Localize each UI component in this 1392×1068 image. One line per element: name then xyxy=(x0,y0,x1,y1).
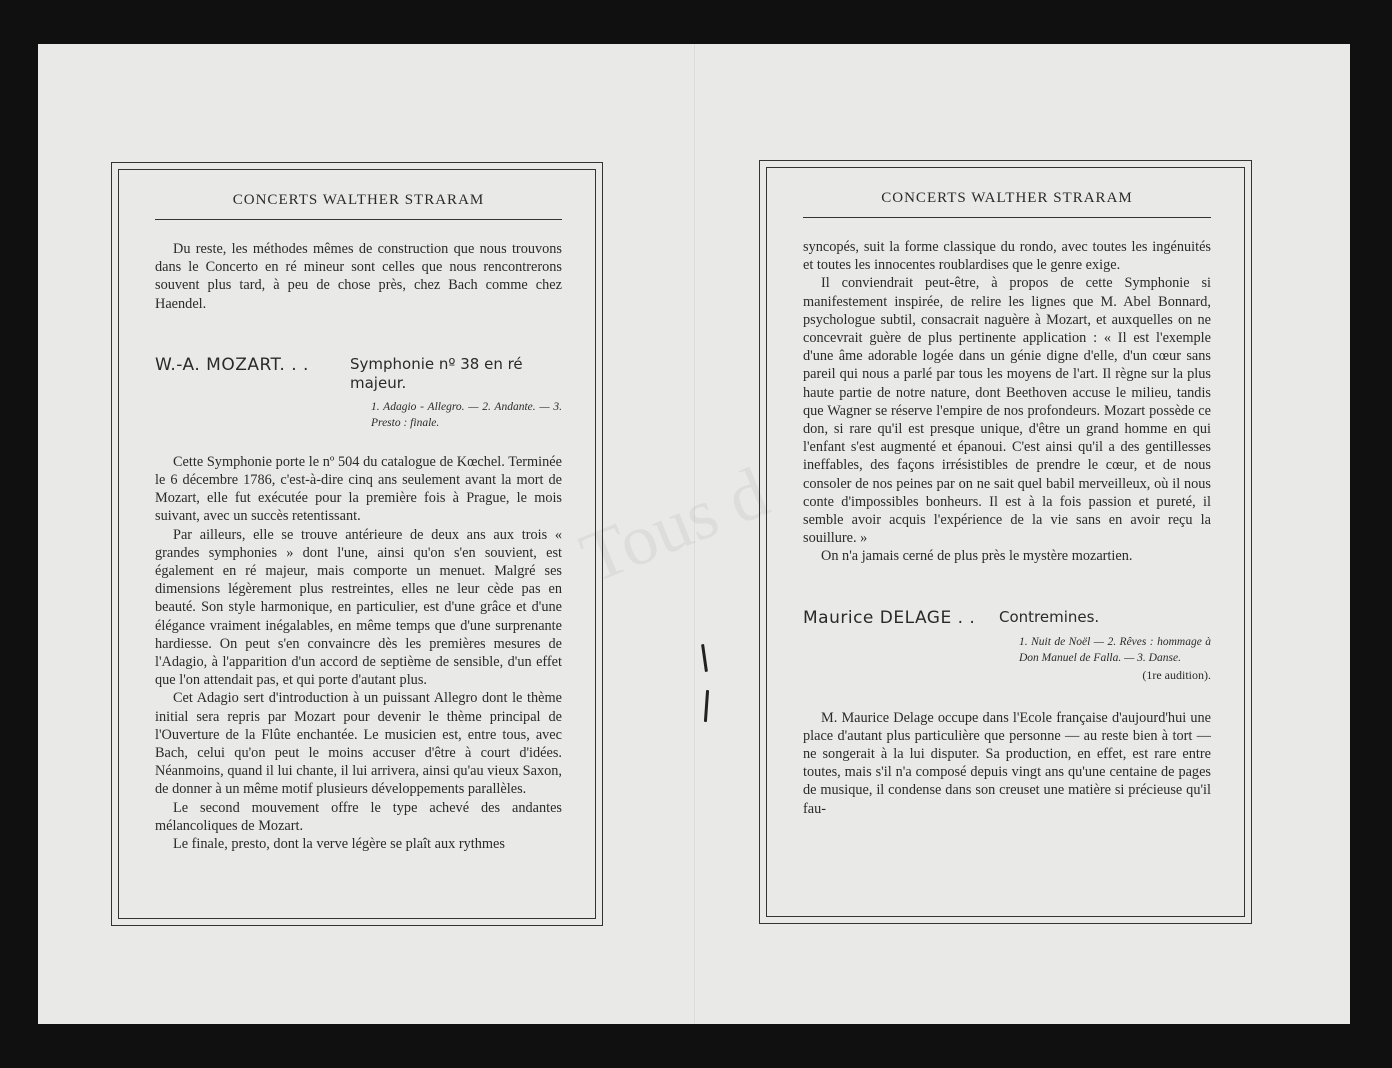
composer-name: W.-A. MOZART. . . xyxy=(155,354,309,375)
paragraph: On n'a jamais cerné de plus près le mystère mozartien. xyxy=(821,548,1133,565)
work-title: Contremines. xyxy=(999,607,1100,626)
staple-bottom xyxy=(704,690,709,722)
paragraph: M. Maurice Delage occupe dans l'Ecole française d'aujourd'hui une place d'autant plus particulière que personne — au reste bien à tort — ne songerait à la lui disputer. Sa production, en effet, est rare entre toutes, mais s'il n'a composé depuis vingt ans qu'une centaine de pages de musique, il condense dans son creuset une matière si précieuse qu'il fau- xyxy=(803,709,1211,817)
movement-list: 1. Nuit de Noël — 2. Rêves : hommage à Don Manuel de Falla. — 3. Danse. xyxy=(1019,635,1211,664)
right-page-header: CONCERTS WALTHER STRARAM xyxy=(803,190,1211,218)
right-page-content xyxy=(803,188,1211,906)
staple-top xyxy=(701,644,708,672)
paragraph: Le second mouvement offre le type achevé des andantes mélancoliques de Mozart. xyxy=(155,799,562,834)
paragraph: Le finale, presto, dont la verve légère se plaît aux rythmes xyxy=(173,836,505,853)
paragraph: Il conviendrait peut-être, à propos de cette Symphonie si manifestement inspirée, de relire les lignes que M. Abel Bonnard, psychologue subtil, consacrait naguère à Mozart, et auxquelles on ne concevrait guère de plus pertinente application : « Il est l'exemple d'une âme adorable logée dans un génie digne d'elle, d'un cœur sans pareil qui nous a parlé par tous les moyens de l'art. Il règne sur la plus haute partie de notre nature, dont Beethoven accuse le milieu, tandis que Wagner se réserve l'empire de nos profondeurs. Mozart possède ce don, si rare qu'il est presque unique, d'être un grand homme en qui l'enfant s'est augmenté et épanoui. C'est ainsi qu'il a des gentillesses ineffables, des façons irrésistibles de prendre le cœur, et de nous consoler de nos peines par on ne sait quel babil merveilleux, où il nous conte d'impossibles bonheurs. Il est à la fois passion et pureté, il semble avoir acquis l'expérience de la vie sans en avoir reçu la souillure. » xyxy=(803,275,1211,547)
delage-work-heading xyxy=(803,608,1211,628)
left-page-frame xyxy=(111,162,603,926)
premiere-note: (1re audition). xyxy=(1142,667,1211,682)
paragraph: syncopés, suit la forme classique du rondo, avec toutes les ingénuités et toutes les innocentes roublardises que le genre exige. xyxy=(803,239,1211,274)
paragraph: Cet Adagio sert d'introduction à un puissant Allegro dont le thème initial sera repris par Mozart pour devenir le thème principal de l'Ouverture de la Flûte enchantée. Le musicien est, entre tous, avec Bach, celui qu'on peut le moins accuser d'être à court d'idées. Néanmoins, quand il lui chante, il lui arrivera, ainsi qu'au vieux Saxon, de donner à un même motif plusieurs développements parallèles. xyxy=(155,690,562,798)
work-title: Symphonie nº 38 en ré majeur. xyxy=(350,354,523,392)
booklet-spread xyxy=(38,44,1350,1024)
intro-paragraph: Du reste, les méthodes mêmes de construction que nous trouvons dans le Concerto en ré mineur sont celles que nous rencontrerons souvent plus tard, à peu de chose près, chez Bach comme chez Haendel. xyxy=(155,241,562,312)
movement-list: 1. Adagio - Allegro. — 2. Andante. — 3. Presto : finale. xyxy=(371,400,562,429)
page-gutter xyxy=(694,44,696,1024)
paragraph: Par ailleurs, elle se trouve antérieure de deux ans aux trois « grandes symphonies » dont l'une, ainsi qu'on s'en souvient, est également en ré majeur, mais comporte un menuet. Malgré ses dimensions légèrement plus restreintes, elles ne leur cède pas en beauté. Son style harmonique, en particulier, est d'une grâce et d'une élégance vraiment inégalables, en même temps que d'une surprenante hardiesse. On peut s'en convaincre dès les premières mesures de l'Adagio, à l'apparition d'un accord de septième de sensible, d'un effet que l'on attendait pas, et qui porte d'autant plus. xyxy=(155,526,562,689)
mozart-work-heading xyxy=(155,355,562,393)
left-page-header: CONCERTS WALTHER STRARAM xyxy=(155,192,562,220)
watermark: Tous d xyxy=(569,451,779,599)
paragraph: Cette Symphonie porte le nº 504 du catalogue de Kœchel. Terminée le 6 décembre 1786, c'est-à-dire cinq ans seulement avant la mort de Mozart, elle fut exécutée pour la première fois à Prague, le mois suivant, avec un succès retentissant. xyxy=(155,453,562,525)
left-page-content xyxy=(155,190,562,908)
right-page-frame xyxy=(759,160,1252,924)
composer-name: Maurice DELAGE . . xyxy=(803,607,976,628)
